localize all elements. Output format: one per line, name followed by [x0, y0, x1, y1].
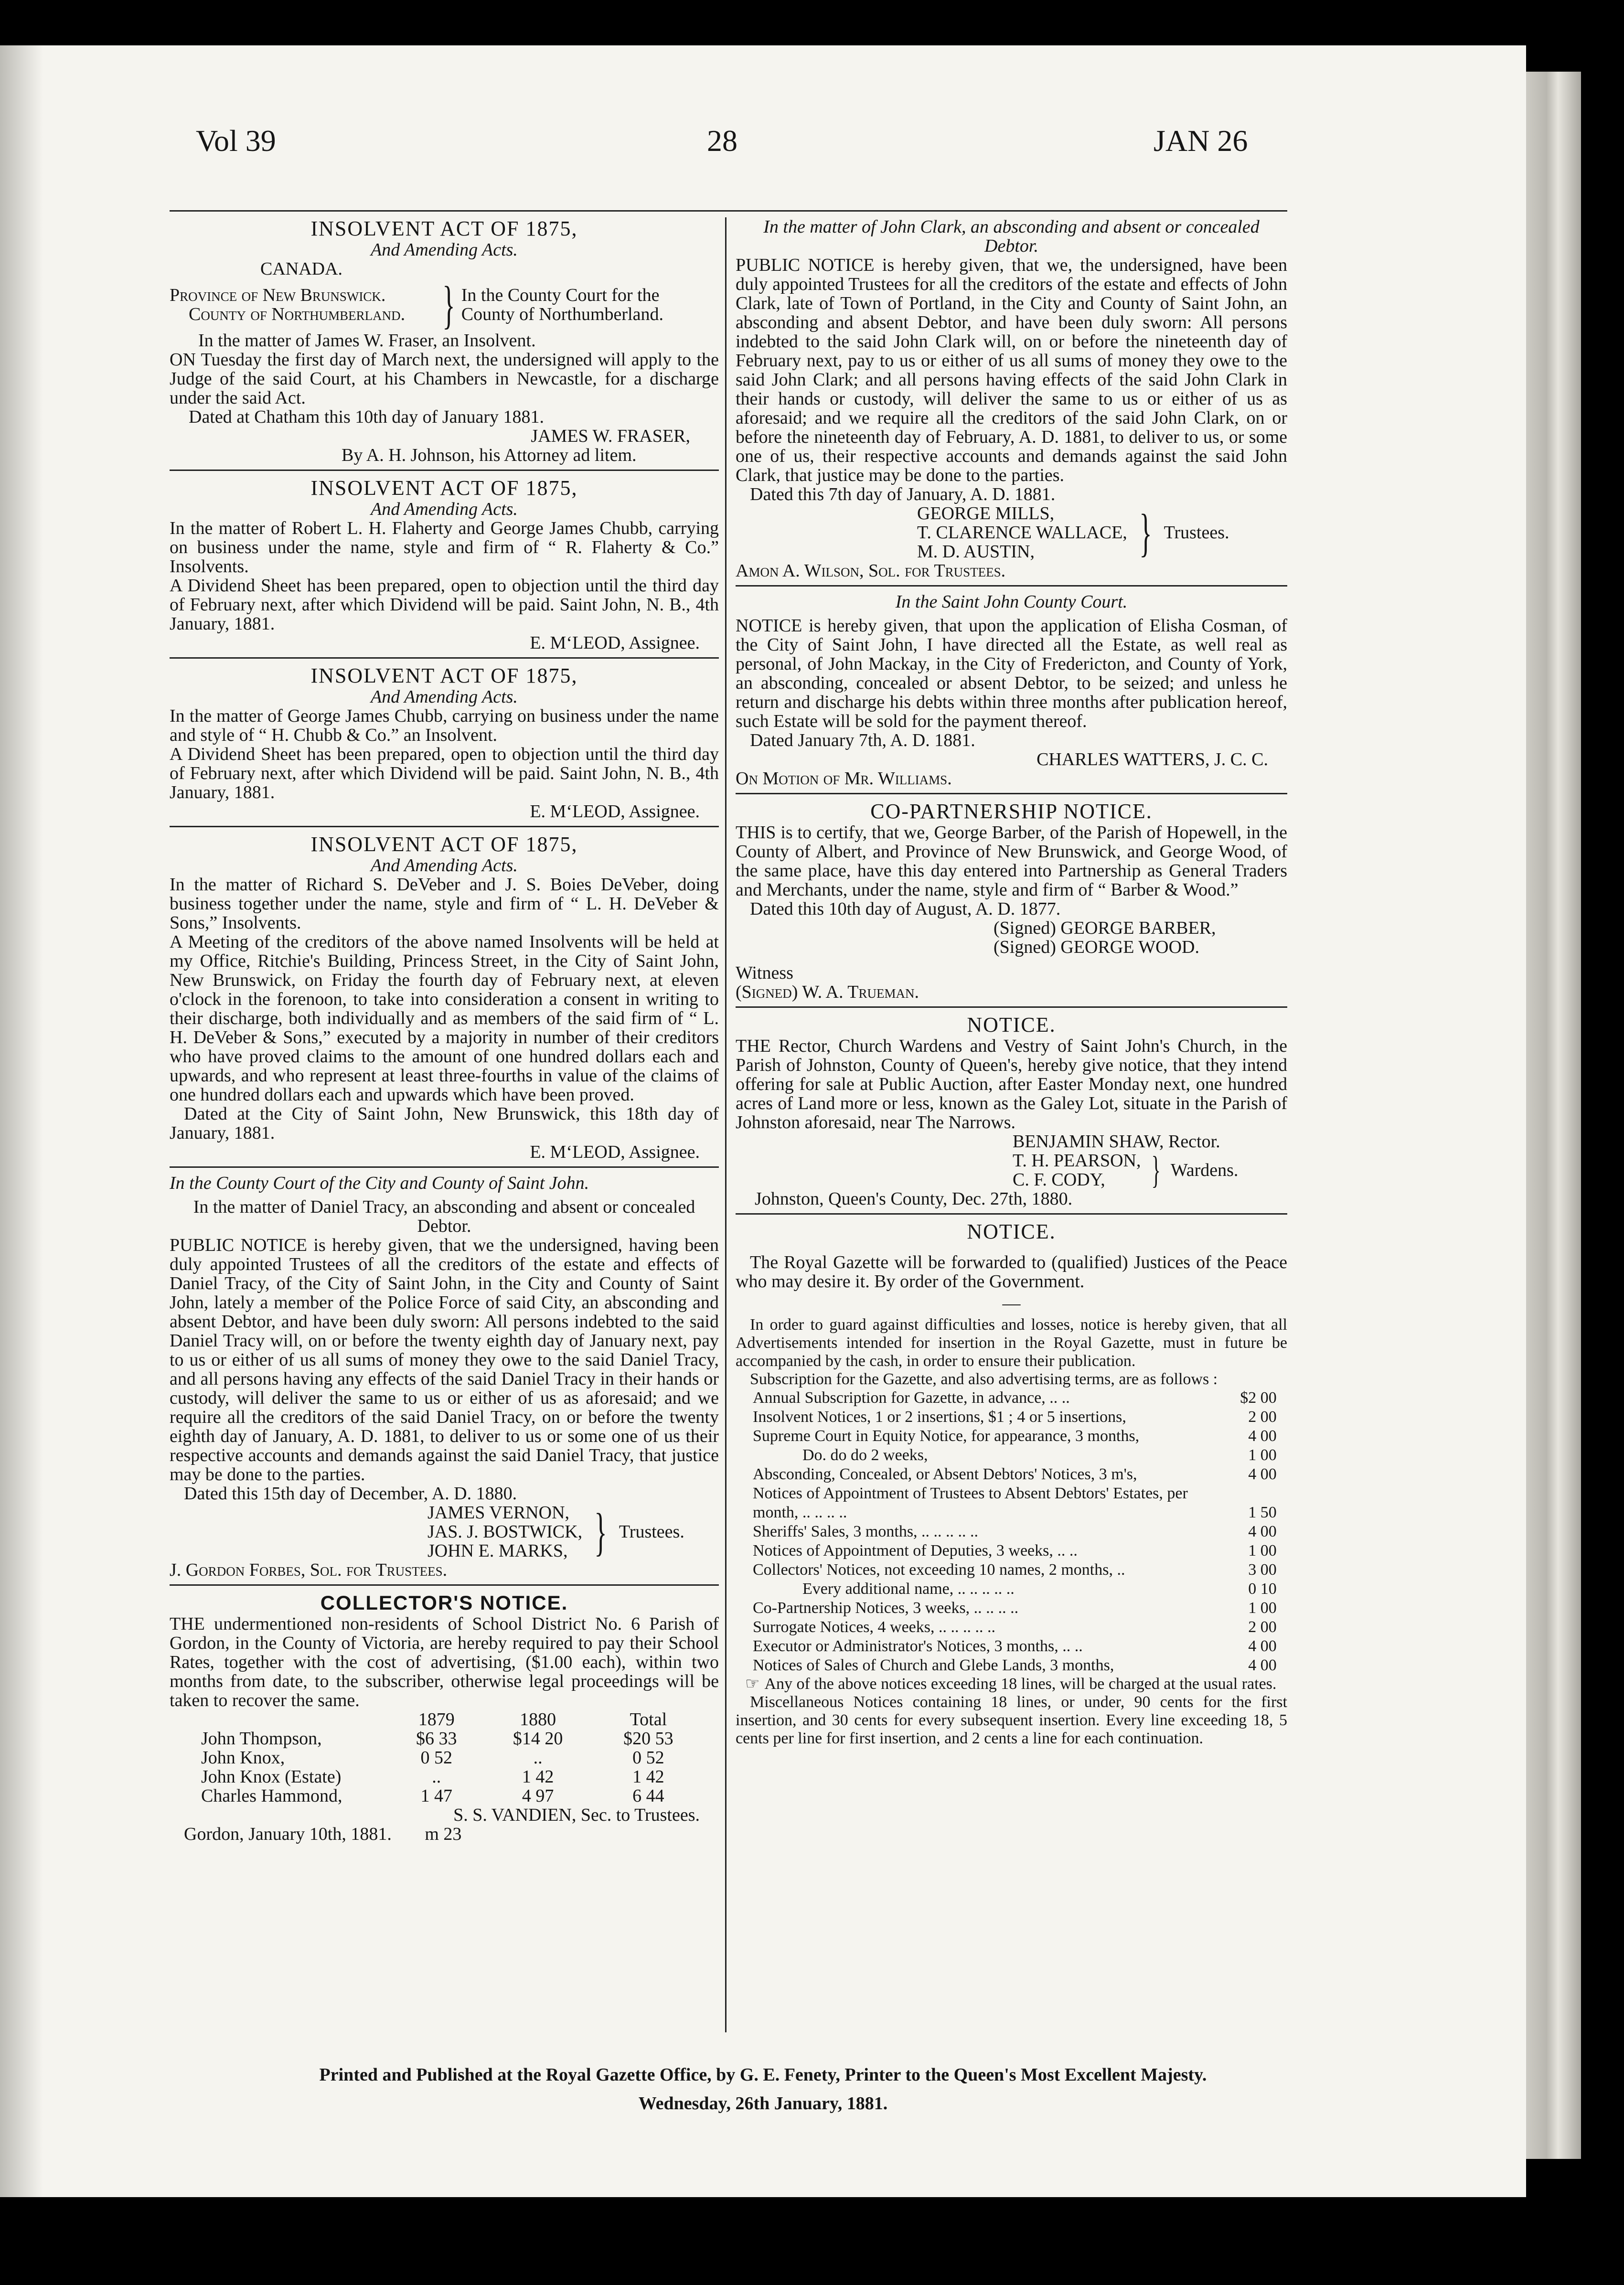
- notice-body: A Dividend Sheet has been prepared, open to objection until the third day of February next, after which Dividend will be paid. Saint John, N. B., 4th January, 1881.: [170, 576, 719, 634]
- notice-signature: CHARLES WATTERS, J. C. C.: [1036, 749, 1268, 769]
- notice-subtitle: And Amending Acts.: [371, 687, 518, 707]
- table-cell: John Knox,: [201, 1748, 285, 1768]
- county-label: County of Northumberland.: [189, 304, 406, 324]
- table-row: [750, 1522, 1280, 1541]
- section-rule: [170, 1166, 719, 1168]
- mackay-county-court-notice: [736, 592, 1287, 788]
- table-cell: 1 42: [522, 1767, 554, 1787]
- guard-paragraph: In order to guard against difficulties and losses, notice is hereby given, that all Advertisements intended for insertion in the Royal Gazette, must in future be accompanied by the cash, in order to ensure their publication.: [736, 1316, 1287, 1370]
- school-rates-table: [198, 1710, 704, 1805]
- header-rule: [170, 210, 1287, 212]
- rate-amount: 2 00: [1248, 1618, 1277, 1636]
- wardens-block: [736, 1151, 1287, 1189]
- warden-name: T. H. PEARSON,: [1013, 1151, 1141, 1171]
- notice-dated: Dated January 7th, A. D. 1881.: [750, 730, 975, 750]
- exceeding-text: Any of the above notices exceeding 18 lines, will be charged at the usual rates.: [764, 1675, 1277, 1693]
- table-cell: ..: [533, 1748, 543, 1768]
- notice-matter: In the matter of Robert L. H. Flaherty and George James Chubb, carrying on business under the name, style and firm of “ R. Flaherty & Co.” Insolvents.: [170, 518, 719, 577]
- court-heading: In the County Court of the City and County of Saint John.: [170, 1173, 589, 1193]
- signature-wood: (Signed) GEORGE WOOD.: [994, 937, 1199, 957]
- rate-amount: 1 00: [1248, 1542, 1277, 1559]
- table-cell: ..: [432, 1767, 441, 1787]
- column-header: 1880: [520, 1709, 556, 1730]
- rate-amount: 4 00: [1248, 1523, 1277, 1540]
- notice-body: THE undermentioned non-residents of School District No. 6 Parish of Gordon, in the County of Victoria, are hereby required to pay their School Rates, together with the cost of advertising, ($1.00 each), within two months from date, to the subscriber, otherwise legal proceedings will be taken to recover the same.: [170, 1614, 719, 1710]
- notice-signature: E. M‘LEOD, Assignee.: [530, 801, 700, 822]
- notice-code: m 23: [425, 1824, 462, 1844]
- insolvent-notice-fraser: [170, 217, 719, 465]
- notice-signature: S. S. VANDIEN, Sec. to Trustees.: [453, 1805, 700, 1825]
- trustees-label: Trustees.: [619, 1522, 684, 1542]
- table-cell: $14 20: [513, 1729, 563, 1749]
- wardens-label: Wardens.: [1170, 1160, 1239, 1180]
- table-cell: Charles Hammond,: [201, 1786, 342, 1806]
- trustees-block: [170, 1503, 719, 1560]
- column-header: [198, 1710, 390, 1729]
- insolvent-notice-chubb: [170, 664, 719, 821]
- brace-glyph: }: [1151, 1149, 1161, 1191]
- notice-dated: Johnston, Queen's County, Dec. 27th, 1880.: [755, 1189, 1073, 1209]
- page-number: 28: [707, 124, 737, 158]
- table-row: [198, 1729, 704, 1748]
- rate-label: Absconding, Concealed, or Absent Debtors' Notices, 3 m's,: [753, 1465, 1137, 1483]
- brace-glyph: }: [1139, 503, 1152, 562]
- trustees-block: [736, 504, 1287, 561]
- notice-title: NOTICE.: [967, 1013, 1056, 1036]
- rate-label: Sheriffs' Sales, 3 months, .. .. .. .. ..: [753, 1523, 979, 1540]
- notice-subtitle: And Amending Acts.: [371, 240, 518, 260]
- section-rule: [736, 585, 1287, 587]
- section-rule: [170, 470, 719, 471]
- notice-body: The Royal Gazette will be forwarded to (qualified) Justices of the Peace who may desire it. By order of the Government.: [736, 1252, 1287, 1292]
- notice-matter: In the matter of James W. Fraser, an Insolvent.: [198, 331, 536, 351]
- table-row: [750, 1388, 1280, 1408]
- table-cell: John Knox (Estate): [201, 1767, 342, 1787]
- trustees-label: Trustees.: [1164, 523, 1229, 543]
- rate-label: Every additional name, .. .. .. .. ..: [802, 1580, 1015, 1598]
- notice-title: CO-PARTNERSHIP NOTICE.: [870, 800, 1153, 823]
- court-label: In the County Court for the: [461, 285, 660, 305]
- rate-label: Notices of Appointment of Trustees to Absent Debtors' Estates, per month, .. .. .. ..: [753, 1484, 1188, 1521]
- table-cell: 6 44: [632, 1786, 664, 1806]
- clark-trustees-notice: [736, 217, 1287, 580]
- rate-label: Executor or Administrator's Notices, 3 months, .. ..: [753, 1637, 1083, 1655]
- collectors-notice: [170, 1591, 719, 1844]
- notice-title: COLLECTOR'S NOTICE.: [320, 1591, 568, 1614]
- rate-amount: 1 00: [1248, 1446, 1277, 1464]
- tracy-trustees-notice: [170, 1174, 719, 1580]
- notice-dated: Dated at the City of Saint John, New Brunswick, this 18th day of January, 1881.: [170, 1104, 719, 1143]
- volume-number: Vol 39: [196, 124, 276, 158]
- court-heading: In the Saint John County Court.: [895, 592, 1128, 612]
- table-cell: 4 97: [522, 1786, 554, 1806]
- witness-label: Witness: [736, 963, 793, 983]
- notice-dated: Dated this 10th day of August, A. D. 1877.: [750, 899, 1061, 919]
- notice-matter: In the matter of Richard S. DeVeber and J. S. Boies DeVeber, doing business together under the name, style and firm of “ L. H. DeVeber & Sons,” Insolvents.: [170, 875, 719, 933]
- book-page-edges: [1524, 72, 1581, 2159]
- short-rule: —: [1002, 1293, 1021, 1313]
- table-row: [750, 1484, 1280, 1522]
- attorney-line: By A. H. Johnson, his Attorney ad litem.: [342, 445, 637, 465]
- trustee-name: T. CLARENCE WALLACE,: [917, 523, 1127, 543]
- trustee-name: GEORGE MILLS,: [917, 503, 1055, 523]
- notice-matter: In the matter of George James Chubb, carrying on business under the name and style of “ H. Chubb & Co.” an Insolvent.: [170, 706, 719, 745]
- rate-label: Do. do do 2 weeks,: [802, 1446, 928, 1464]
- misc-paragraph: Miscellaneous Notices containing 18 lines, or under, 90 cents for the first insertion, and 30 cents for every subsequent insertion. Every line exceeding 18, 5 cents per line for first insertion, and 2 cents a line for each continuation.: [736, 1693, 1287, 1747]
- insolvent-notice-deveber: [170, 833, 719, 1162]
- rate-amount: 3 00: [1248, 1561, 1277, 1579]
- rate-amount: 2 00: [1248, 1408, 1277, 1426]
- table-header-row: [198, 1710, 704, 1729]
- notice-body: THE Rector, Church Wardens and Vestry of Saint John's Church, in the Parish of Johnston, County of Queen's, hereby give notice, that they intend offering for sale at Public Auction, after Easter Monday next, one hundred acres of Land more or less, known as the Galey Lot, situate in the Parish of Johnston aforesaid, near The Narrows.: [736, 1036, 1287, 1132]
- table-row: [198, 1786, 704, 1805]
- notice-title: INSOLVENT ACT OF 1875,: [310, 476, 578, 500]
- insolvent-notice-flaherty: [170, 477, 719, 652]
- table-cell: $6 33: [416, 1729, 457, 1749]
- section-rule: [736, 1006, 1287, 1008]
- warden-name: C. F. CODY,: [1013, 1170, 1105, 1190]
- notice-signature: E. M‘LEOD, Assignee.: [530, 633, 700, 653]
- rate-amount: 1 00: [1248, 1599, 1277, 1617]
- rate-label: Supreme Court in Equity Notice, for appearance, 3 months,: [753, 1427, 1140, 1445]
- notice-subtitle: And Amending Acts.: [371, 499, 518, 519]
- table-cell: 1 42: [632, 1767, 664, 1787]
- notice-signature: E. M‘LEOD, Assignee.: [530, 1142, 700, 1162]
- rate-amount: 1 50: [1248, 1504, 1277, 1521]
- notice-title: INSOLVENT ACT OF 1875,: [310, 833, 578, 856]
- notice-dated: Dated this 15th day of December, A. D. 1880.: [184, 1484, 517, 1504]
- notice-body: THIS is to certify, that we, George Barber, of the Parish of Hopewell, in the County of Albert, and Province of New Brunswick, and George Wood, of the same place, have this day entered into Partnership as General Traders and Merchants, under the name, style and firm of “ Barber & Wood.”: [736, 822, 1287, 900]
- trustee-name: JAMES VERNON,: [427, 1503, 570, 1523]
- printer-imprint: Printed and Published at the Royal Gazette Office, by G. E. Fenety, Printer to the Queen's Most Excellent Majesty.: [319, 2065, 1207, 2085]
- section-rule: [736, 1213, 1287, 1215]
- section-rule: [736, 793, 1287, 794]
- table-cell: 1 47: [420, 1786, 453, 1806]
- rate-amount: 4 00: [1248, 1637, 1277, 1655]
- rate-amount: 4 00: [1248, 1465, 1277, 1483]
- table-row: [750, 1560, 1280, 1580]
- rate-amount: 0 10: [1248, 1580, 1277, 1598]
- trustee-name: JAS. J. BOSTWICK,: [427, 1522, 583, 1542]
- rate-label: Notices of Appointment of Deputies, 3 weeks, .. ..: [753, 1542, 1078, 1559]
- table-row: [750, 1599, 1280, 1618]
- rector-signature: BENJAMIN SHAW, Rector.: [1013, 1132, 1220, 1152]
- brace-glyph: }: [442, 276, 455, 334]
- issue-date: JAN 26: [1154, 124, 1248, 158]
- court-jurisdiction: [170, 276, 719, 334]
- notice-dated: Dated this 7th day of January, A. D. 1881.: [750, 484, 1056, 504]
- notice-title: INSOLVENT ACT OF 1875,: [310, 217, 578, 240]
- rate-amount: 4 00: [1248, 1656, 1277, 1674]
- section-rule: [170, 826, 719, 827]
- notice-title: INSOLVENT ACT OF 1875,: [310, 664, 578, 687]
- court-county-label: County of Northumberland.: [461, 304, 663, 324]
- notice-title: NOTICE.: [967, 1220, 1056, 1243]
- canada-label: CANADA.: [260, 259, 343, 279]
- table-row: [750, 1465, 1280, 1484]
- notice-body: ON Tuesday the first day of March next, the undersigned will apply to the Judge of the said Court, at his Chambers in Newcastle, for a discharge under the said Act.: [170, 350, 719, 408]
- notice-signature: JAMES W. FRASER,: [531, 426, 690, 446]
- column-header: Total: [630, 1709, 667, 1730]
- rate-label: Collectors' Notices, not exceeding 10 names, 2 months, ..: [753, 1561, 1125, 1579]
- rate-amount: 4 00: [1248, 1427, 1277, 1445]
- left-column: [170, 217, 719, 1847]
- table-row: [750, 1446, 1280, 1465]
- trustee-name: JOHN E. MARKS,: [427, 1541, 568, 1561]
- column-header: 1879: [418, 1709, 455, 1730]
- table-row: [750, 1408, 1280, 1427]
- signature-barber: (Signed) GEORGE BARBER,: [994, 918, 1216, 938]
- rate-label: Annual Subscription for Gazette, in advance, .. ..: [753, 1389, 1070, 1407]
- table-row: [750, 1541, 1280, 1560]
- table-cell: $20 53: [623, 1729, 673, 1749]
- rate-amount: $2 00: [1240, 1389, 1277, 1407]
- table-cell: 0 52: [632, 1748, 664, 1768]
- province-label: Province of New Brunswick.: [170, 285, 386, 305]
- notice-dated-line: [170, 1825, 719, 1844]
- notice-body: PUBLIC NOTICE is hereby given, that we the undersigned, having been duly appointed Trustees of all the creditors of the estate and effects of Daniel Tracy, of the City of Saint John, in the City and County of Saint John, lately a member of the Police Force of said City, an absconding and absent Debtor, and have been duly sworn: All persons indebted to the said Daniel Tracy will, on or before the twenty eighth day of January next, pay to us or either of us all sums of money they owe to the said Daniel Tracy, and all persons having any effects of the said Daniel Tracy in their hands or custody, will deliver the same to us or either of us as aforesaid; and we require all the creditors of the said Daniel Tracy, on or before the twenty eighth day of January, A. D. 1881, to deliver to us or some one of us their respective accounts and demands against the said Daniel Tracy, that justice may be done to the parties.: [170, 1235, 719, 1484]
- table-cell: 0 52: [420, 1748, 453, 1768]
- table-row: [198, 1748, 704, 1767]
- right-column: [736, 217, 1287, 1751]
- motion-line: On Motion of Mr. Williams.: [736, 769, 952, 789]
- exceeding-note: [736, 1675, 1287, 1693]
- witness-signature: (Signed) W. A. Trueman.: [736, 982, 919, 1002]
- section-rule: [170, 657, 719, 659]
- rate-label: Surrogate Notices, 4 weeks, .. .. .. .. ..: [753, 1618, 996, 1636]
- table-row: [750, 1618, 1280, 1637]
- advertising-rates-table: [750, 1388, 1280, 1675]
- subscription-paragraph: Subscription for the Gazette, and also advertising terms, are as follows :: [750, 1370, 1218, 1388]
- pointing-hand-icon: ☞: [745, 1675, 760, 1693]
- notice-body: A Meeting of the creditors of the above named Insolvents will be held at my Office, Ritchie's Building, Princess Street, in the City of Saint John, New Brunswick, on Friday the fourth day of February next, at eleven o'clock in the forenoon, to take into consideration a consent in writing to their discharge, both individually and as members of the said firm of “ L. H. DeVeber & Sons,” executed by a majority in number of their creditors who have proved claims to the amount of one hundred dollars each and upwards, and who represent at least three-fourths in value of the claims of one hundred dollars each and upwards which have been proved.: [170, 932, 719, 1105]
- publication-date: Wednesday, 26th January, 1881.: [638, 2093, 888, 2114]
- notice-body: PUBLIC NOTICE is hereby given, that we, the undersigned, have been duly appointed Trustees for all the creditors of the estate and effects of John Clark, late of Town of Portland, in the City and County of Saint John, an absconding and absent Debtor, and have been duly sworn: All persons indebted to the said John Clark will, on or before the nineteenth day of February next, pay to us or either of us all sums of money they owe to the said John Clark; and all persons having effects of the said John Clark in their hands or custody, will deliver the same to us or either of us as aforesaid; and we require all the creditors of the said John Clark, on or before the nineteenth day of February, A. D. 1881, to deliver to us, or some one of us, their respective accounts and demands against the said John Clark, that justice may be done to the parties.: [736, 255, 1287, 485]
- notice-body: NOTICE is hereby given, that upon the application of Elisha Cosman, of the City of Saint John, I have directed all the Estate, as well real as personal, of John Mackay, in the City of Fredericton, and County of York, an absconding, concealed or absent Debtor, to be seized; and unless he return and discharge his debts within three months after publication hereof, such Estate will be sold for the payment thereof.: [736, 616, 1287, 731]
- table-row: [750, 1580, 1280, 1599]
- table-cell: John Thompson,: [201, 1729, 322, 1749]
- trustee-name: M. D. AUSTIN,: [917, 542, 1035, 562]
- table-row: [750, 1656, 1280, 1675]
- notice-dated: Gordon, January 10th, 1881.: [184, 1824, 392, 1844]
- solicitor-line: Amon A. Wilson, Sol. for Trustees.: [736, 561, 1006, 581]
- section-rule: [170, 1584, 719, 1586]
- co-partnership-notice: [736, 800, 1287, 1002]
- church-land-notice: [736, 1014, 1287, 1208]
- solicitor-line: J. Gordon Forbes, Sol. for Trustees.: [170, 1560, 448, 1580]
- table-row: [198, 1767, 704, 1786]
- brace-glyph: }: [594, 1503, 607, 1561]
- notice-heading: In the matter of John Clark, an absconding and absent or concealed Debtor.: [763, 217, 1260, 256]
- notice-subtitle: And Amending Acts.: [371, 855, 518, 876]
- rate-label: Notices of Sales of Church and Glebe Lands, 3 months,: [753, 1656, 1114, 1674]
- notice-matter: In the matter of Daniel Tracy, an absconding and absent or concealed Debtor.: [193, 1197, 695, 1236]
- rate-label: Insolvent Notices, 1 or 2 insertions, $1 ; 4 or 5 insertions,: [753, 1408, 1126, 1426]
- table-row: [750, 1427, 1280, 1446]
- gazette-terms-notice: [736, 1220, 1287, 1748]
- spine-shadow: [0, 45, 43, 2197]
- rate-label: Co-Partnership Notices, 3 weeks, .. .. .. ..: [753, 1599, 1019, 1617]
- notice-body: A Dividend Sheet has been prepared, open to objection until the third day of February next, after which Dividend will be paid. Saint John, N. B., 4th January, 1881.: [170, 744, 719, 802]
- table-row: [750, 1637, 1280, 1656]
- column-divider: [725, 217, 727, 2032]
- notice-dated: Dated at Chatham this 10th day of January 1881.: [189, 407, 545, 427]
